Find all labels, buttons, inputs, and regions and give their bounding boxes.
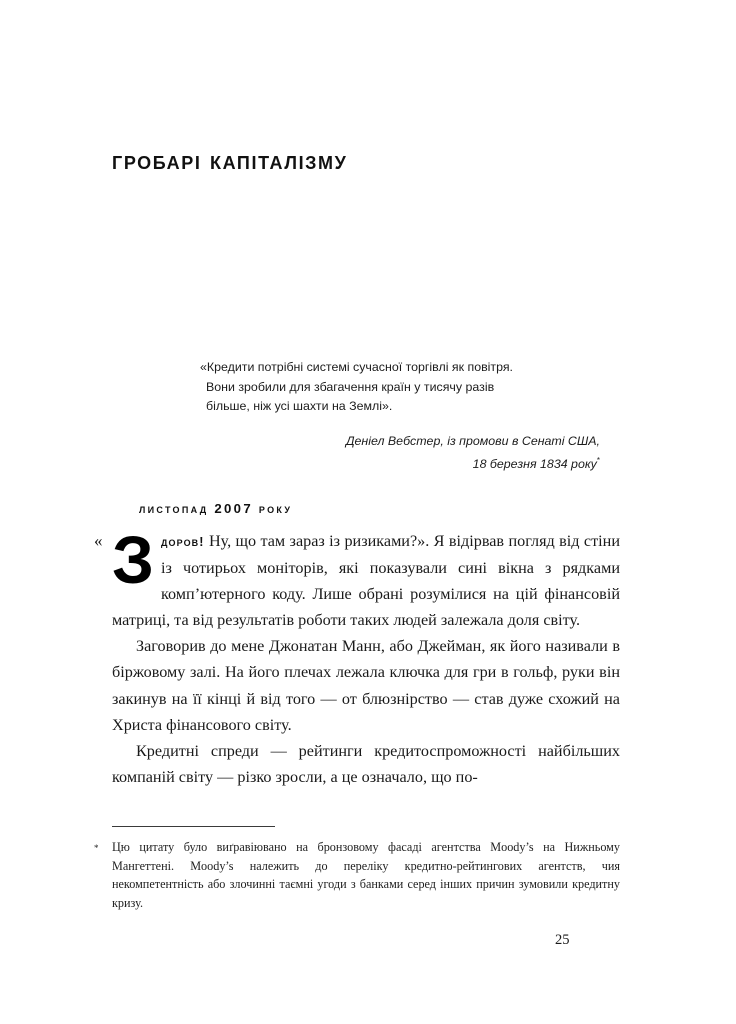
epigraph-quote [200, 358, 600, 417]
footnote-text: Цю цитату було виґравіювано на бронзовому фасаді агентства Moody’s на Нижньому Мангеттені. Moody’s належить до переліку кредитно-рейтингових агентств, чия некомпетентність або злочинні таємні угоди з банками серед інших причин зумовили кредитну кризу. [112, 840, 620, 910]
paragraph-text: Ну, що там зараз із ризиками?». Я відірвав погляд від стіни із чотирьох моніторів, які показували сині вікна з рядками комп’ютерного коду. Лише обрані розумілися на цій фінансовій матриці, та від результатів роботи таких людей залежала доля світу. [112, 532, 620, 630]
lead-smallcaps: доров! [160, 535, 205, 549]
footnote-reference-marker: * [596, 456, 600, 465]
section-date-heading: листопад 2007 року [139, 500, 293, 516]
epigraph-quote-line: Вони зробили для збагачення країн у тисячу разів [206, 379, 495, 394]
footnote-block [94, 838, 620, 912]
epigraph-attribution-line: Деніел Вебстер, із промови в Сенаті США, [345, 433, 600, 448]
paragraph: Кредитні спреди — рейтинги кредитоспроможності найбільших компаній світу — різко зросли, а це означало, що по- [112, 741, 620, 786]
epigraph-attribution-line [200, 451, 600, 475]
page-number: 25 [555, 932, 570, 948]
epigraph-attribution [200, 432, 600, 475]
footnote-marker: * [94, 843, 99, 853]
paragraph-opening [94, 523, 620, 633]
epigraph-attribution-date: 18 березня 1834 року [472, 457, 597, 472]
page-title: гробарі капіталізму [112, 146, 348, 175]
drop-cap: З [112, 523, 154, 598]
epigraph-block [200, 358, 600, 475]
body-text [94, 523, 620, 790]
footnote-separator-rule [112, 826, 275, 827]
epigraph-quote-line: «Кредити потрібні системі сучасної торгівлі як повітря. [200, 360, 513, 374]
paragraph: Заговорив до мене Джонатан Манн, або Джейман, як його називали в біржовому залі. На його плечах лежала ключка для гри в гольф, руки він закинув на її кінці й від того — от блюзнірство — став дуже схожий на Христа фінансового світу. [112, 637, 620, 734]
epigraph-quote-line: більше, ніж усі шахти на Землі». [206, 399, 393, 413]
opening-guillemet: « [94, 531, 103, 550]
